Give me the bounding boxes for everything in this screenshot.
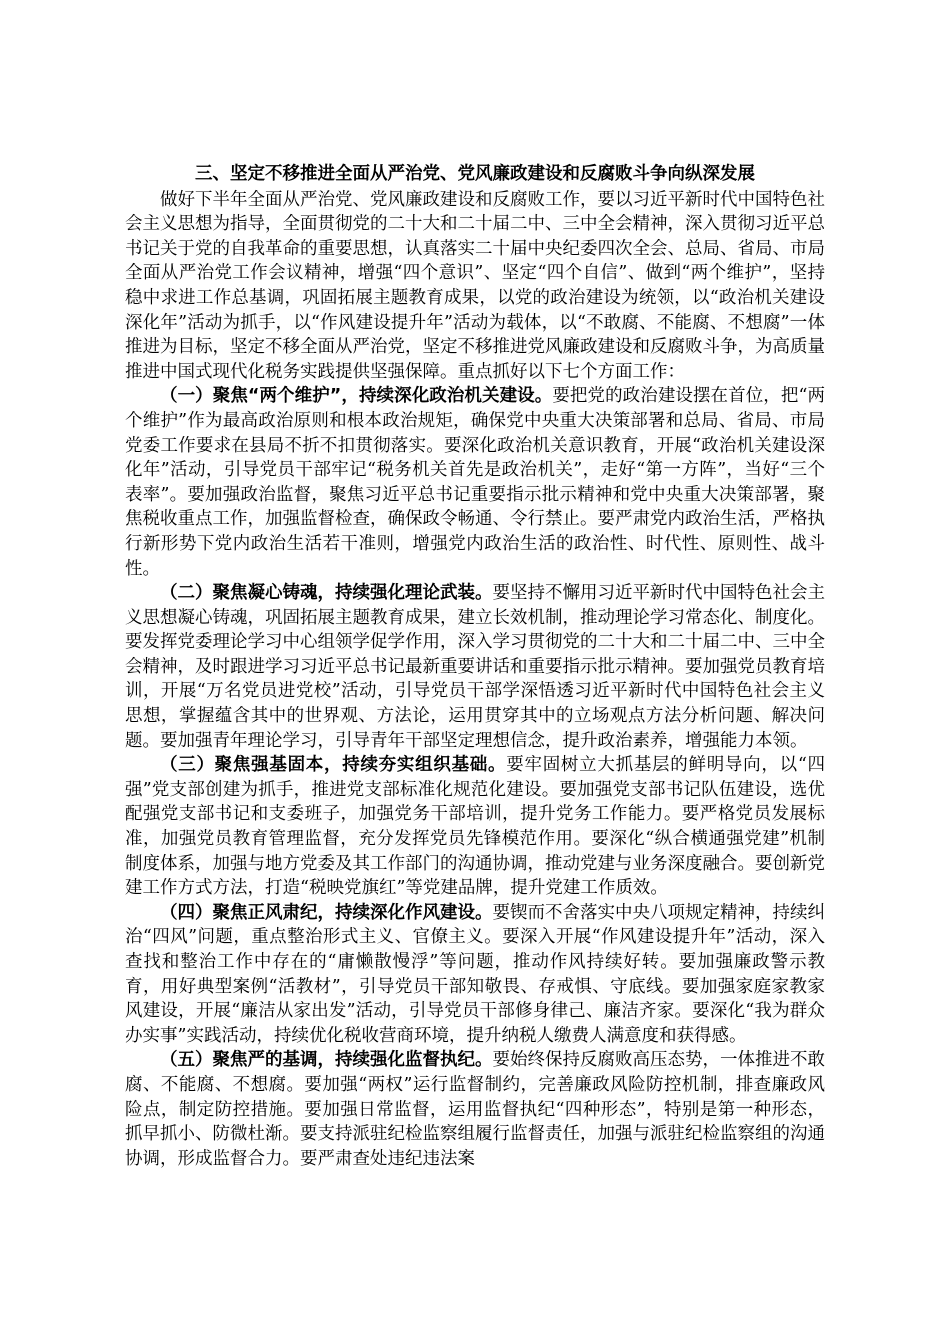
- section-body-1: 要把党的政治建设摆在首位，把“两个维护”作为最高政治原则和根本政治规矩，确保党中央重大决策部署和总局、省局、市局党委工作要求在县局不折不扣贯彻落实。要深化政治机关意识教育，开展“政治机关建设深化年”活动，引导党员干部牢记“税务机关首先是政治机关”，走好“第一方阵”，当好“三个表率”。要加强政治监督，聚焦习近平总书记重要指示批示精神和党中央重大决策部署，聚焦税收重点工作，加强监督检查，确保政令畅通、令行禁止。要严肃党内政治生活，严格执行新形势下党内政治生活若干准则，增强党内政治生活的政治性、时代性、原则性、战斗性。: [125, 386, 825, 579]
- section-paragraph-3: [125, 753, 825, 901]
- section-lead-4: （四）聚焦正风肃纪，持续深化作风建设。: [160, 902, 493, 923]
- section-body-2: 要坚持不懈用习近平新时代中国特色社会主义思想凝心铸魂，巩固拓展主题教育成果，建立长效机制，推动理论学习常态化、制度化。要发挥党委理论学习中心组领学促学作用，深入学习贯彻党的二十大和二十届二中、三中全会精神，及时跟进学习习近平总书记最新重要讲话和重要指示批示精神。要加强党员教育培训，开展“万名党员进党校”活动，引导党员干部学深悟透习近平新时代中国特色社会主义思想，掌握蕴含其中的世界观、方法论，运用贯穿其中的立场观点方法分析问题、解决问题。要加强青年理论学习，引导青年干部坚定理想信念，提升政治素养，增强能力本领。: [125, 583, 825, 751]
- section-lead-2: （二）聚焦凝心铸魂，持续强化理论武装。: [160, 583, 493, 604]
- section-paragraph-2: [125, 581, 825, 753]
- section-lead-1: （一）聚焦“两个维护”，持续深化政治机关建设。: [160, 386, 553, 407]
- document-body: [125, 162, 825, 1171]
- section-body-4: 要锲而不舍落实中央八项规定精神，持续纠治“四风”问题，重点整治形式主义、官僚主义。要深入开展“作风建设提升年”活动，深入查找和整治工作中存在的“庸懒散慢浮”等问题，推动作风持续好转。要加强廉政警示教育，用好典型案例“活教材”，引导党员干部知敬畏、存戒惧、守底线。要加强家庭家教家风建设，开展“廉洁从家出发”活动，引导党员干部修身律己、廉洁齐家。要深化“我为群众办实事”实践活动，持续优化税收营商环境，提升纳税人缴费人满意度和获得感。: [125, 902, 825, 1046]
- section-lead-5: （五）聚焦严的基调，持续强化监督执纪。: [160, 1050, 493, 1071]
- section-paragraph-5: [125, 1048, 825, 1171]
- section-body-3: 要牢固树立大抓基层的鲜明导向，以“四强”党支部创建为抓手，推进党支部标准化规范化建设。要加强党支部书记队伍建设，选优配强党支部书记和支委班子，加强党务干部培训，提升党务工作能力。要严格党员发展标准，加强党员教育管理监督，充分发挥党员先锋模范作用。要深化“纵合横通强党建”机制制度体系，加强与地方党委及其工作部门的沟通协调，推动党建与业务深度融合。要创新党建工作方式方法，打造“税映党旗红”等党建品牌，提升党建工作质效。: [125, 755, 825, 899]
- section-body-5: 要始终保持反腐败高压态势，一体推进不敢腐、不能腐、不想腐。要加强“两权”运行监督制约，完善廉政风险防控机制，排查廉政风险点，制定防控措施。要加强日常监督，运用监督执纪“四种形态”，特别是第一种形态，抓早抓小、防微杜渐。要支持派驻纪检监察组履行监督责任，加强与派驻纪检监察组的沟通协调，形成监督合力。要严肃查处违纪违法案: [125, 1050, 825, 1169]
- section-lead-3: （三）聚焦强基固本，持续夯实组织基础。: [160, 755, 507, 776]
- section-paragraph-4: [125, 901, 825, 1049]
- section-paragraph-1: [125, 384, 825, 581]
- section-heading: 三、坚定不移推进全面从严治党、党风廉政建设和反腐败斗争向纵深发展: [195, 164, 755, 184]
- intro-paragraph: 做好下半年全面从严治党、党风廉政建设和反腐败工作，要以习近平新时代中国特色社会主义思想为指导，全面贯彻党的二十大和二十届二中、三中全会精神，深入贯彻习近平总书记关于党的自我革命的重要思想，认真落实二十届中央纪委四次全会、总局、省局、市局全面从严治党工作会议精神，增强“四个意识”、坚定“四个自信”、做到“两个维护”，坚持稳中求进工作总基调，巩固拓展主题教育成果，以党的政治建设为统领，以“政治机关建设深化年”活动为抓手，以“作风建设提升年”活动为载体，以“不敢腐、不能腐、不想腐”一体推进为目标，坚定不移全面从严治党，坚定不移推进党风廉政建设和反腐败斗争，为高质量推进中国式现代化税务实践提供坚强保障。重点抓好以下七个方面工作：: [125, 189, 825, 382]
